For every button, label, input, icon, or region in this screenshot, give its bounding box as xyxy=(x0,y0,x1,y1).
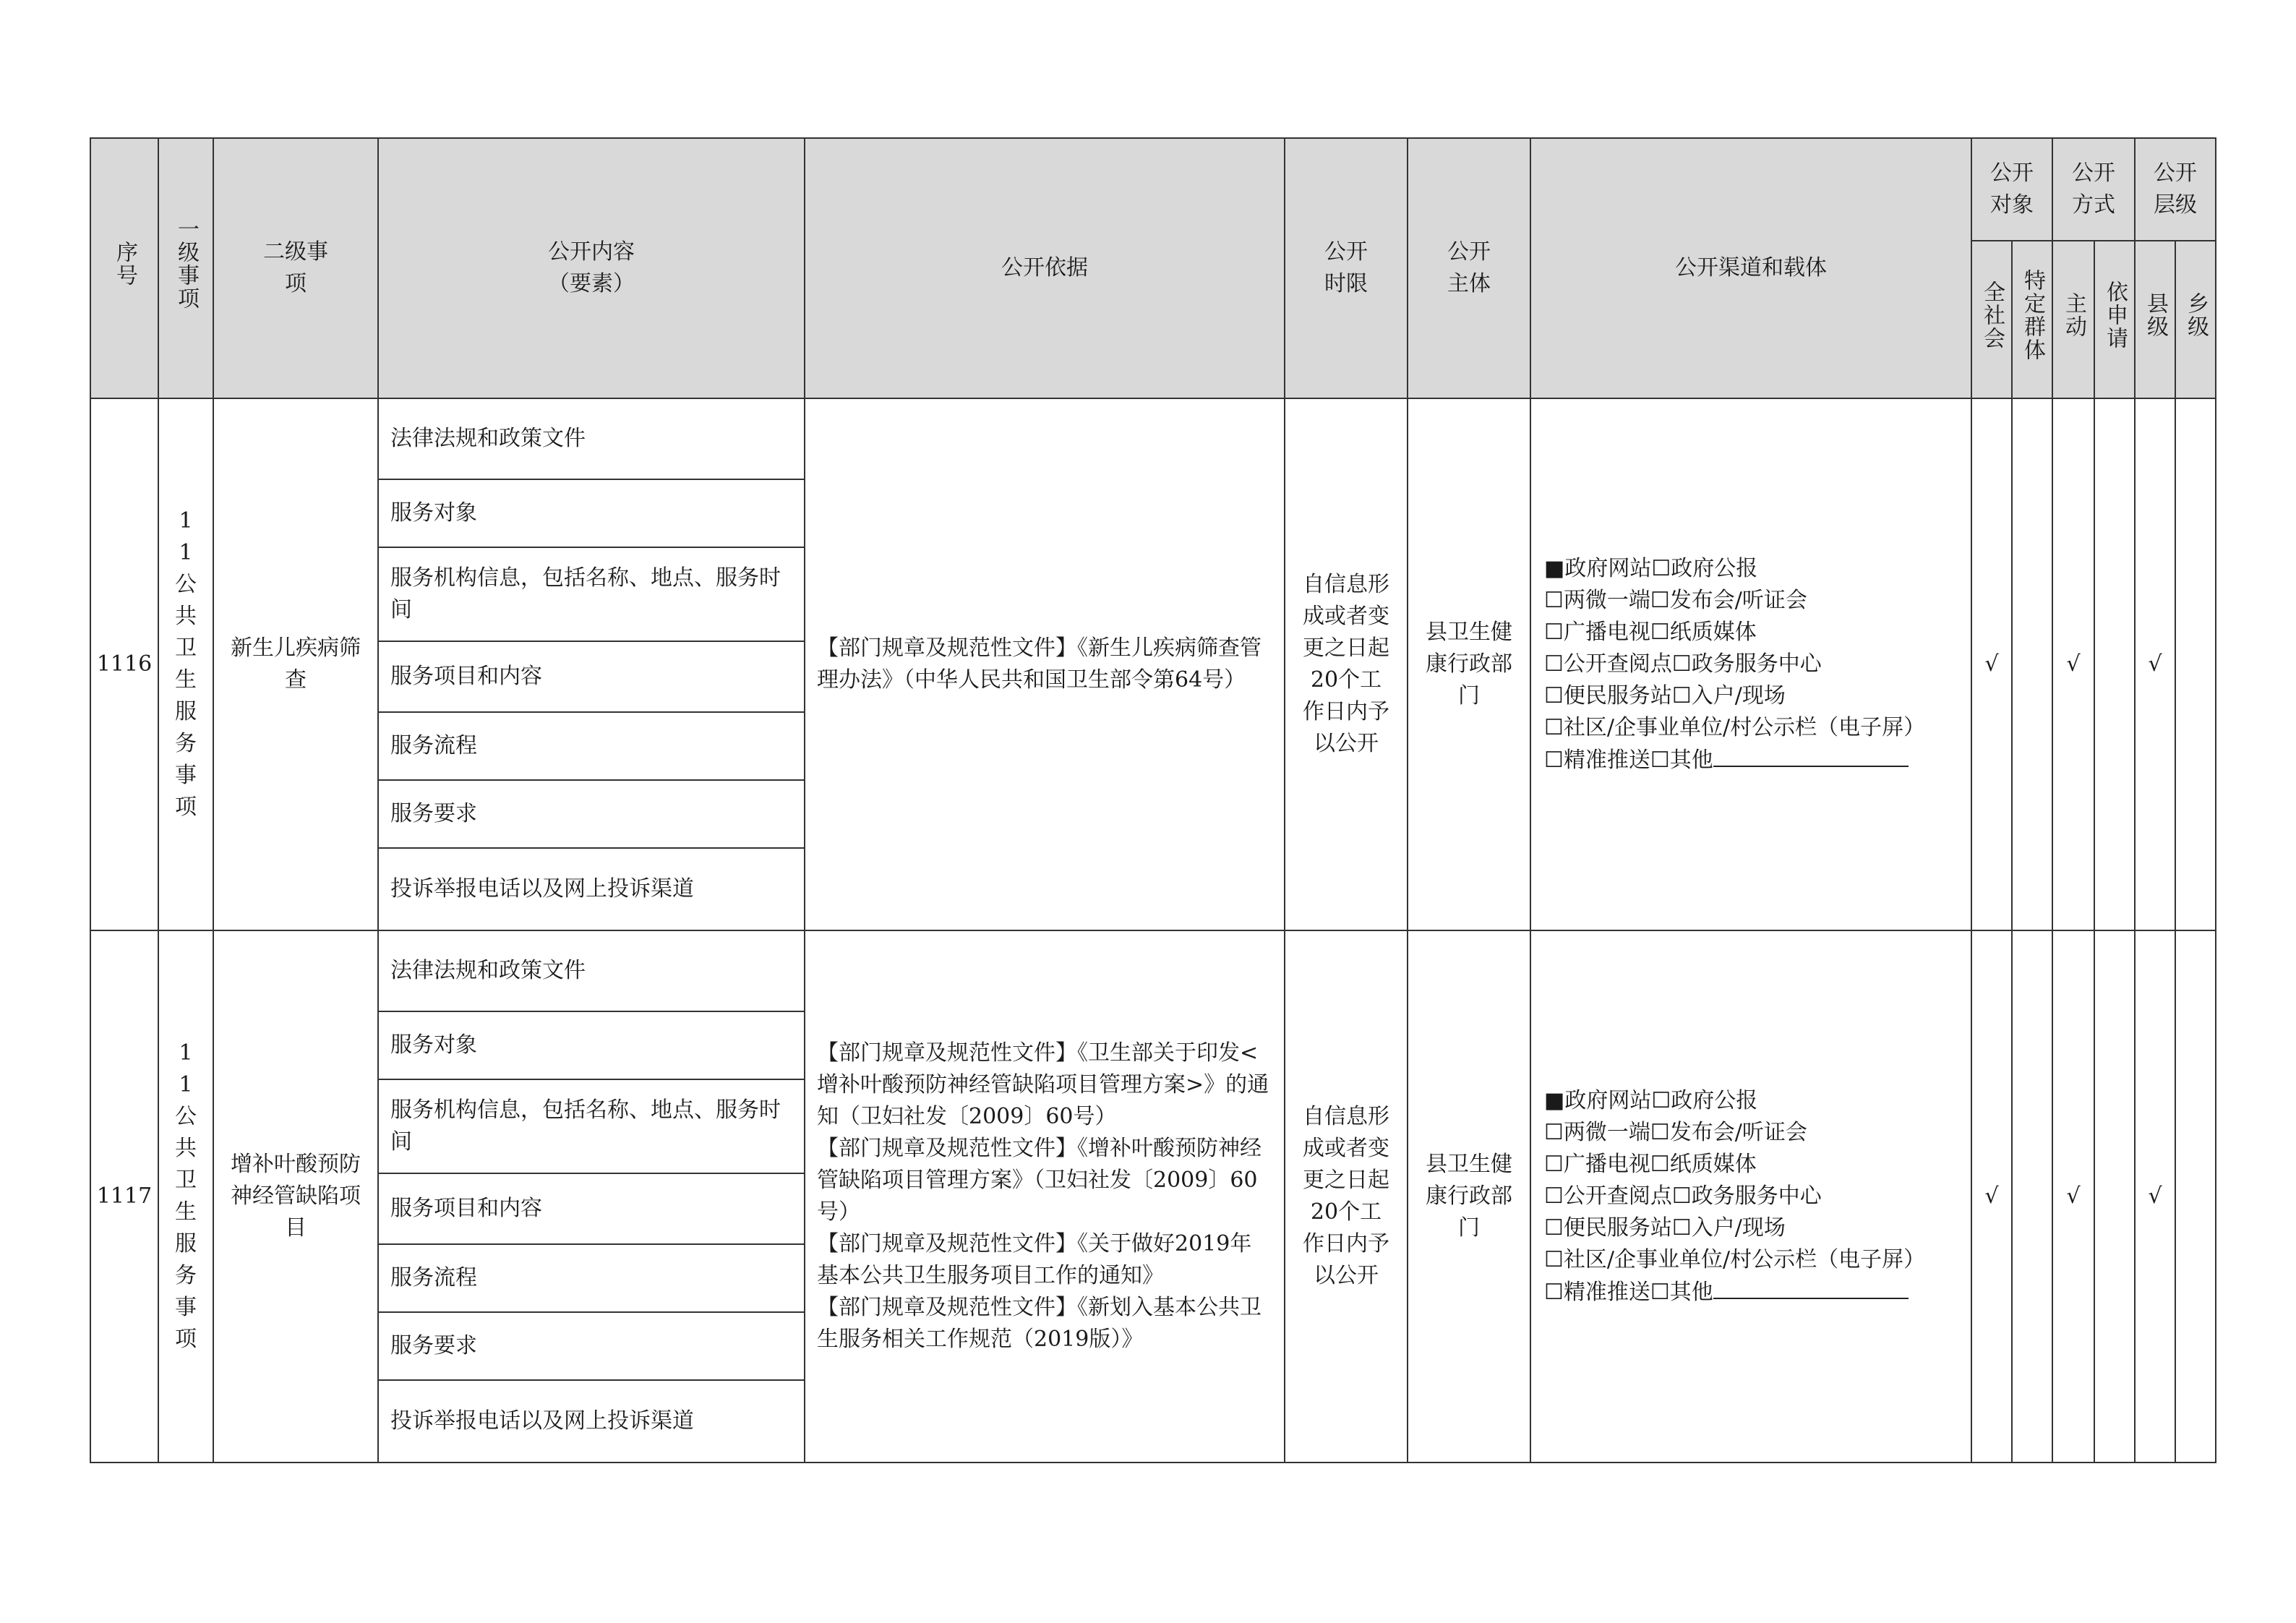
content-item: 服务对象 xyxy=(378,1011,805,1079)
content-item: 法律法规和政策文件 xyxy=(378,398,805,479)
row-level2: 增补叶酸预防神经管缺陷项目 xyxy=(213,930,378,1463)
content-item: 服务机构信息，包括名称、地点、服务时间 xyxy=(378,547,805,641)
content-item: 服务项目和内容 xyxy=(378,641,805,712)
content-item: 服务要求 xyxy=(378,780,805,848)
check-target-group xyxy=(2012,930,2052,1463)
channel-line: ☐便民服务站☐入户/现场 xyxy=(1544,1215,1786,1241)
header-channels: 公开渠道和载体 xyxy=(1530,138,1971,398)
content-item: 服务流程 xyxy=(378,1244,805,1312)
row-level2: 新生儿疾病筛查 xyxy=(213,398,378,930)
table-row xyxy=(90,930,2216,1011)
channel-line: ☐公开查阅点☐政务服务中心 xyxy=(1544,1183,1822,1209)
channel-line: ☐便民服务站☐入户/现场 xyxy=(1544,682,1786,708)
header-basis: 公开依据 xyxy=(805,138,1285,398)
channel-line: ☐广播电视☐纸质媒体 xyxy=(1544,619,1757,645)
channel-line: ☐精准推送☐其他 xyxy=(1544,744,1958,776)
row-time-limit: 自信息形成或者变更之日起20个工作日内予以公开 xyxy=(1285,398,1408,930)
row-level1: 11公共卫生服务事项 xyxy=(158,930,213,1463)
check-method-active: √ xyxy=(2052,930,2094,1463)
row-channels xyxy=(1530,930,1971,1463)
channel-line: ☐广播电视☐纸质媒体 xyxy=(1544,1151,1757,1177)
header-tier-county: 县级 xyxy=(2135,241,2175,398)
check-method-request xyxy=(2094,398,2135,930)
content-item: 服务对象 xyxy=(378,479,805,547)
row-basis: 【部门规章及规范性文件】《卫生部关于印发<增补叶酸预防神经管缺陷项目管理方案>》的通知（卫妇社发〔2009〕60号） 【部门规章及规范性文件】《增补叶酸预防神经管缺陷项目管理方案》（卫妇社发〔2009〕60号） 【部门规章及规范性文件】《关于做好2019年基本公共卫生服务项目工作的通知》 【部门规章及规范性文件】《新划入基本公共卫生服务相关工作规范（2019版）》 xyxy=(805,930,1285,1463)
row-time-limit: 自信息形成或者变更之日起20个工作日内予以公开 xyxy=(1285,930,1408,1463)
content-item: 服务要求 xyxy=(378,1312,805,1380)
check-tier-town xyxy=(2175,930,2216,1463)
row-subject: 县卫生健康行政部门 xyxy=(1408,930,1530,1463)
channel-line: ☐社区/企事业单位/村公示栏（电子屏） xyxy=(1544,714,1926,740)
row-seq: 1116 xyxy=(90,398,158,930)
content-item: 投诉举报电话以及网上投诉渠道 xyxy=(378,848,805,930)
content-item: 服务流程 xyxy=(378,712,805,780)
check-tier-county: √ xyxy=(2135,398,2175,930)
header-target: 公开对象 xyxy=(1971,138,2052,241)
content-item: 投诉举报电话以及网上投诉渠道 xyxy=(378,1380,805,1463)
check-tier-county: √ xyxy=(2135,930,2175,1463)
row-seq: 1117 xyxy=(90,930,158,1463)
content-item: 法律法规和政策文件 xyxy=(378,930,805,1011)
row-basis: 【部门规章及规范性文件】《新生儿疾病筛查管理办法》（中华人民共和国卫生部令第64号） xyxy=(805,398,1285,930)
header-tier-town: 乡级 xyxy=(2175,241,2216,398)
channel-line: ■政府网站☐政府公报 xyxy=(1544,555,1758,581)
check-target-group xyxy=(2012,398,2052,930)
header-content: 公开内容 （要素） xyxy=(378,138,805,398)
row-subject: 县卫生健康行政部门 xyxy=(1408,398,1530,930)
row-channels xyxy=(1530,398,1971,930)
header-seq: 序号 xyxy=(90,138,158,398)
header-method-active: 主动 xyxy=(2052,241,2094,398)
disclosure-table xyxy=(90,137,2216,1463)
header-time-limit: 公开时限 xyxy=(1285,138,1408,398)
check-tier-town xyxy=(2175,398,2216,930)
channel-line: ☐公开查阅点☐政务服务中心 xyxy=(1544,651,1822,677)
header-subject: 公开主体 xyxy=(1408,138,1530,398)
check-target-all: √ xyxy=(1971,398,2012,930)
check-method-request xyxy=(2094,930,2135,1463)
header-target-all: 全社会 xyxy=(1971,241,2012,398)
channel-line: ■政府网站☐政府公报 xyxy=(1544,1087,1758,1113)
header-target-group: 特定群体 xyxy=(2012,241,2052,398)
other-blank-line xyxy=(1713,744,1909,767)
channel-line: ☐两微一端☐发布会/听证会 xyxy=(1544,1119,1807,1145)
channel-line: ☐精准推送☐其他 xyxy=(1544,1276,1958,1309)
header-method-request: 依申请 xyxy=(2094,241,2135,398)
check-target-all: √ xyxy=(1971,930,2012,1463)
other-blank-line xyxy=(1713,1276,1909,1299)
content-item: 服务机构信息，包括名称、地点、服务时间 xyxy=(378,1079,805,1173)
channel-line: ☐两微一端☐发布会/听证会 xyxy=(1544,587,1807,613)
header-tier: 公开层级 xyxy=(2135,138,2216,241)
channel-line: ☐社区/企事业单位/村公示栏（电子屏） xyxy=(1544,1246,1926,1272)
check-method-active: √ xyxy=(2052,398,2094,930)
header-level1: 一级事项 xyxy=(158,138,213,398)
row-level1: 11公共卫生服务事项 xyxy=(158,398,213,930)
table-row xyxy=(90,398,2216,479)
content-item: 服务项目和内容 xyxy=(378,1173,805,1244)
header-method: 公开方式 xyxy=(2052,138,2135,241)
header-level2: 二级事项 xyxy=(213,138,378,398)
